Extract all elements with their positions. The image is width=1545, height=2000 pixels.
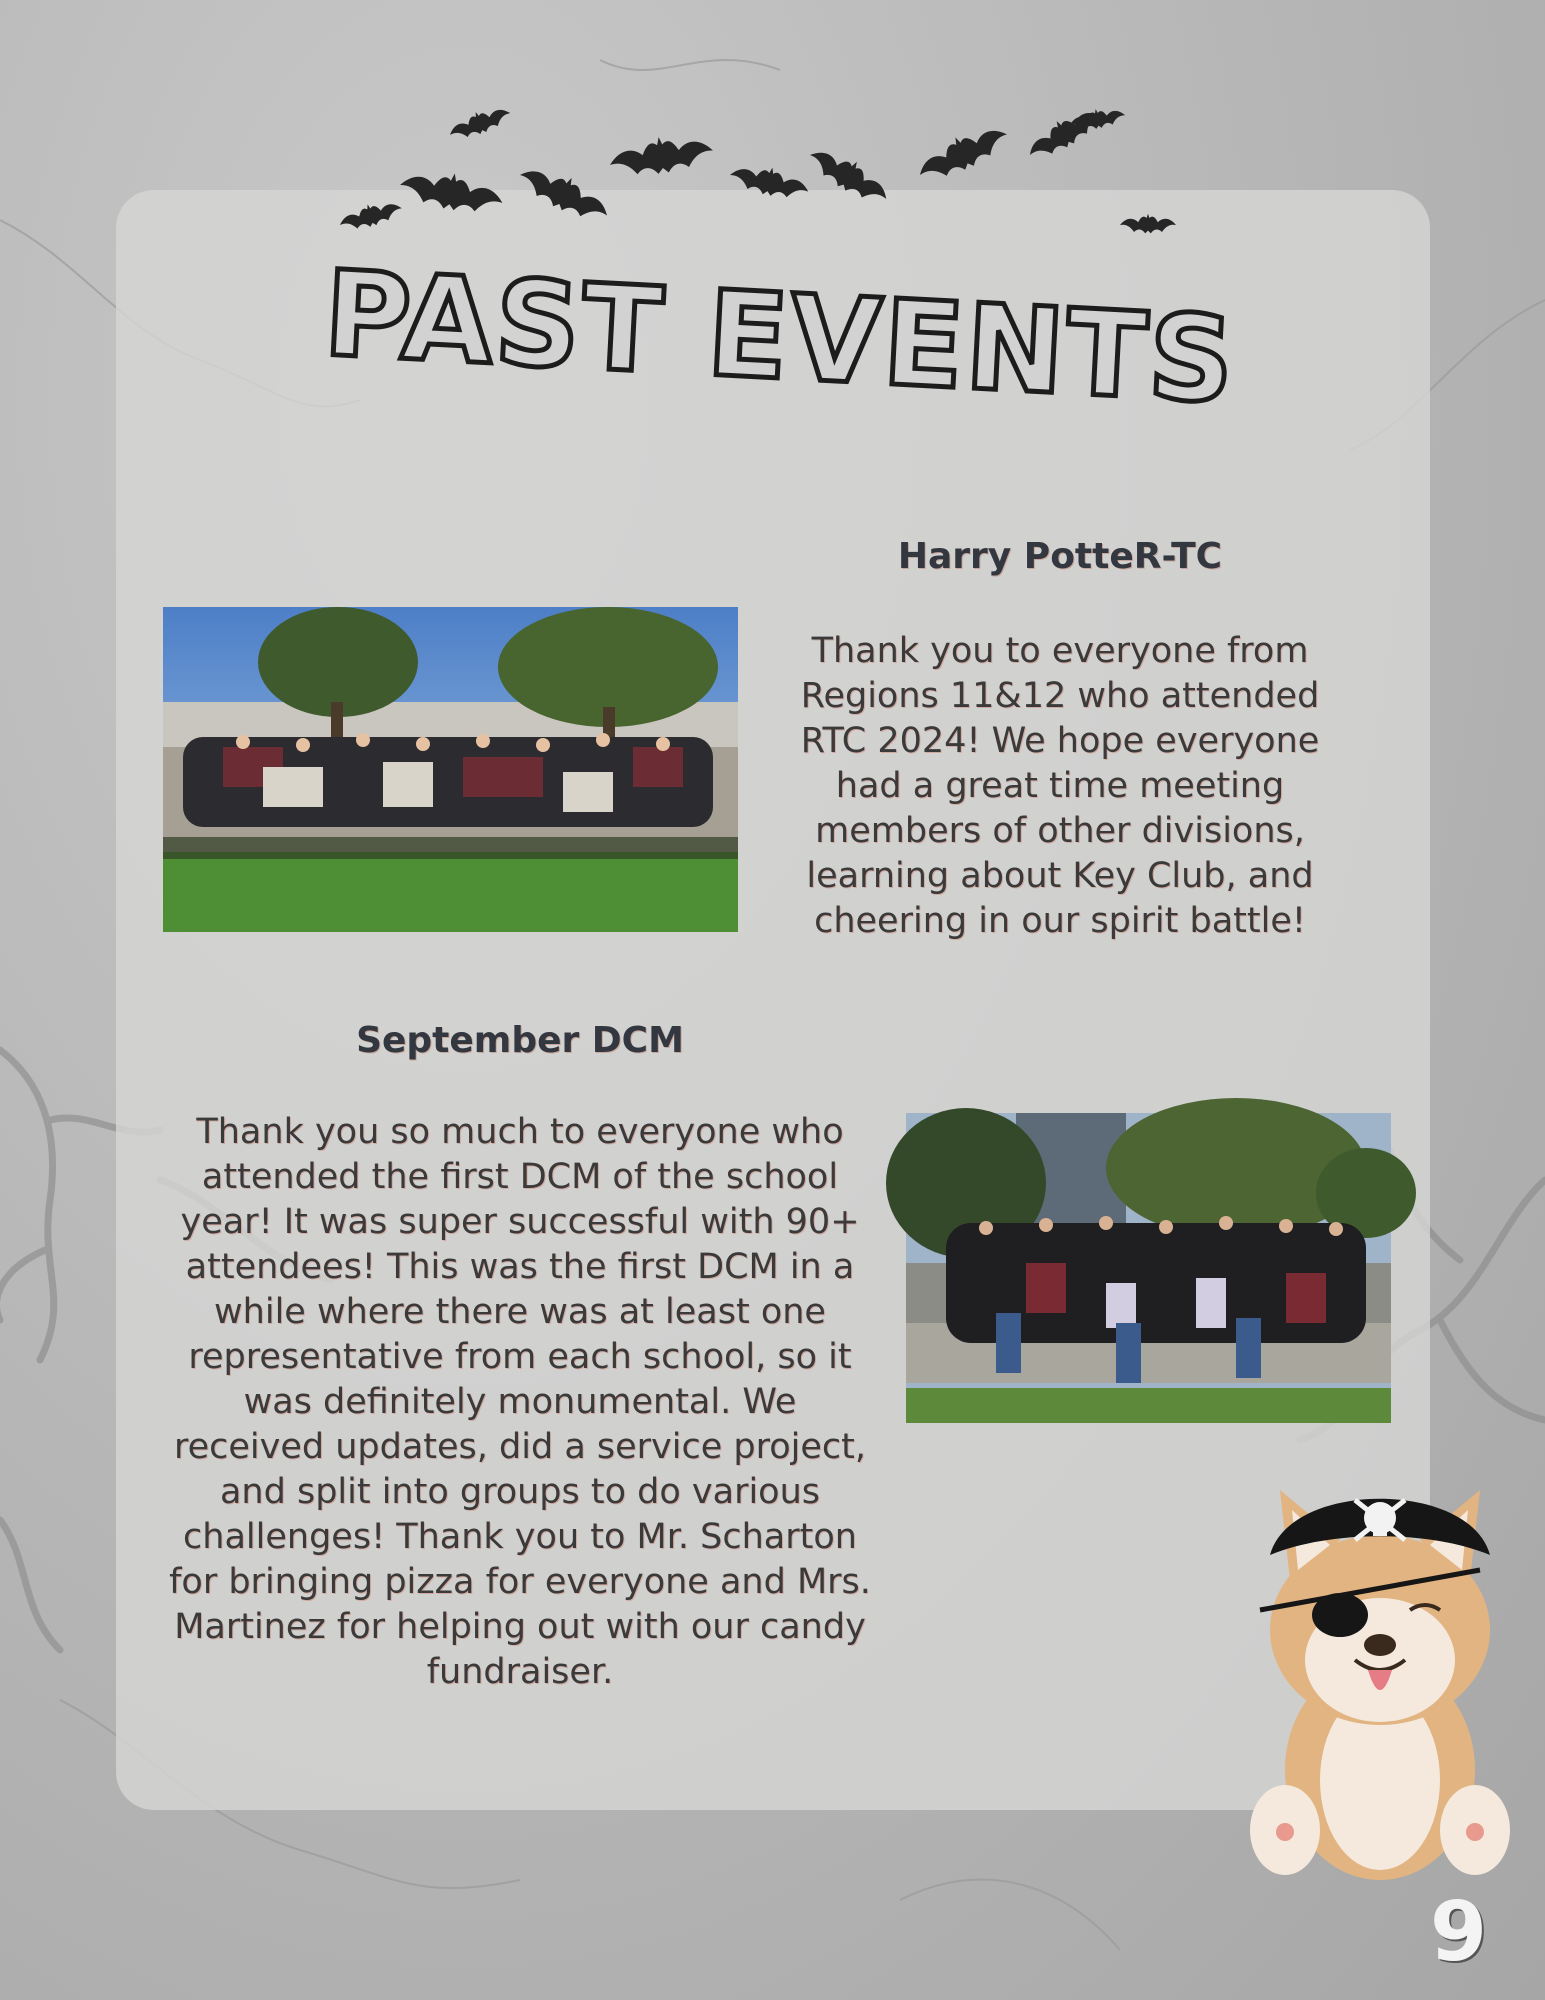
svg-text:PAST EVENTS: PAST EVENTS <box>320 244 1240 430</box>
text-line: and split into groups to do various <box>219 1472 821 1512</box>
text-line: Thank you so much to everyone who <box>196 1112 844 1152</box>
text-line: had a great time meeting <box>835 766 1285 806</box>
text-line: while where there was at least one <box>214 1292 826 1332</box>
text-line: learning about Key Club, and <box>806 856 1314 896</box>
event-heading-rtc: Harry PotteR-TC <box>897 536 1223 577</box>
text-line: was definitely monumental. We <box>243 1382 797 1422</box>
page-number: 9 <box>1429 1885 1487 1980</box>
text-line: cheering in our spirit battle! <box>814 901 1306 941</box>
dcm-group-photo <box>906 1113 1391 1423</box>
text-line: fundraiser. <box>426 1652 614 1692</box>
text-line: attended the first DCM of the school <box>201 1157 839 1197</box>
text-line: attendees! This was the first DCM in a <box>185 1247 855 1287</box>
rtc-group-photo <box>163 607 738 932</box>
text-line: Martinez for helping out with our candy <box>174 1607 866 1647</box>
text-line: year! It was super successful with 90+ <box>180 1202 860 1242</box>
text-line: Thank you to everyone from <box>811 631 1309 671</box>
pirate-corgi-illustration <box>1230 1460 1530 1880</box>
text-line: Regions 11&12 who attended <box>800 676 1320 716</box>
bats-decoration <box>330 115 1210 265</box>
text-line: received updates, did a service project, <box>173 1427 866 1467</box>
event-text-dcm <box>130 1110 910 1695</box>
text-line: representative from each school, so it <box>188 1337 852 1377</box>
text-line: challenges! Thank you to Mr. Scharton <box>183 1517 857 1557</box>
text-line: members of other divisions, <box>815 811 1305 851</box>
event-text-rtc <box>760 629 1360 944</box>
page-title <box>320 244 1240 430</box>
text-line: for bringing pizza for everyone and Mrs. <box>169 1562 871 1602</box>
event-heading-dcm: September DCM <box>356 1020 684 1061</box>
text-line: RTC 2024! We hope everyone <box>800 721 1320 761</box>
